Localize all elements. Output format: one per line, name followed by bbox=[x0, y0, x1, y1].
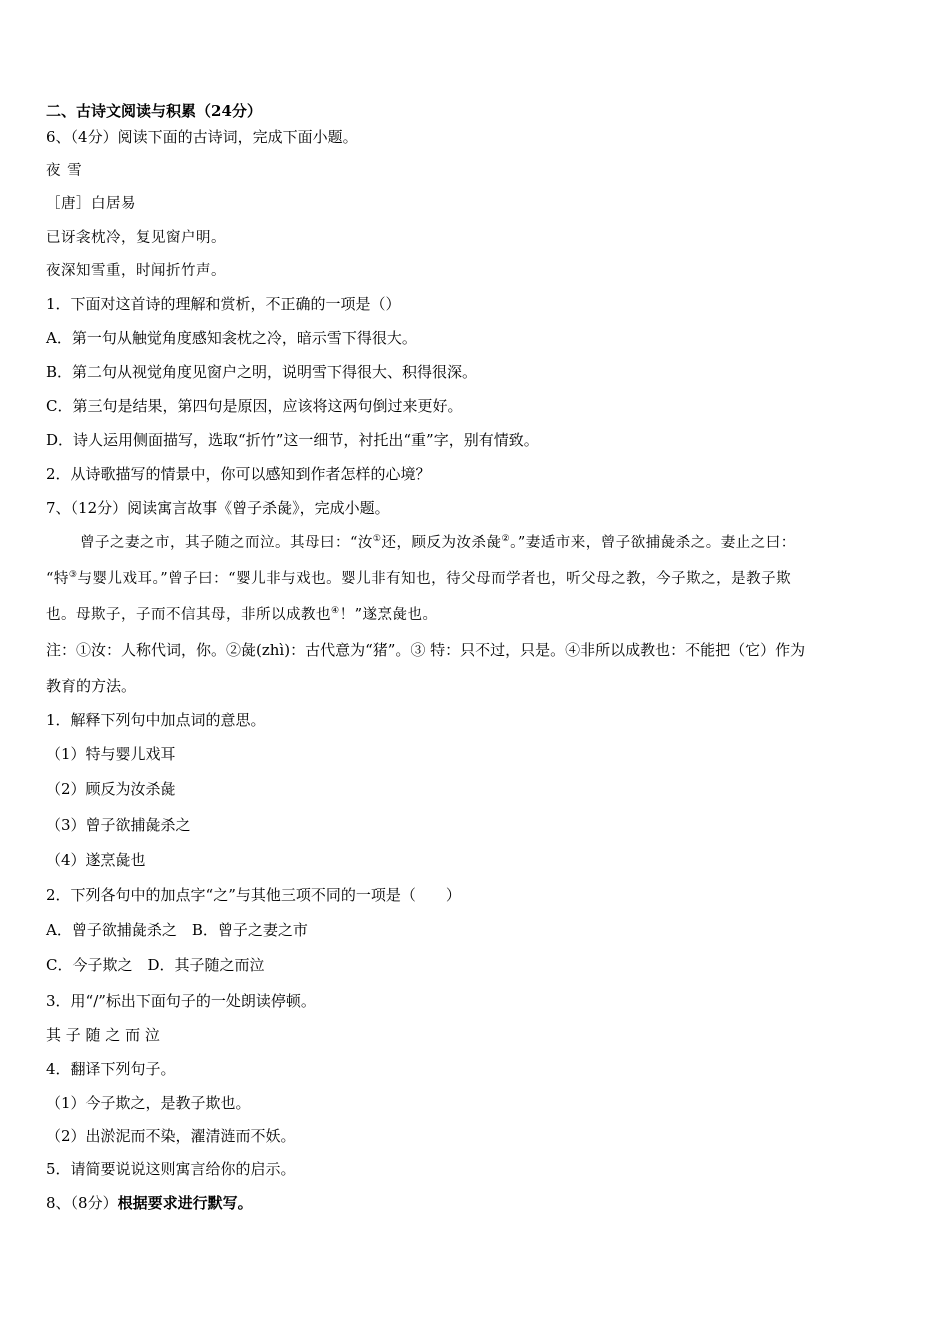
passage-line-1: 曾子之妻之市，其子随之而泣。其母曰：“汝①还，顾反为汝杀彘②。”妻适市来，曾子欲捕彘杀之。妻止之曰： bbox=[80, 534, 796, 551]
q6-option-d: D．诗人运用侧面描写，选取“折竹”这一细节，衬托出“重”字，别有情致。 bbox=[46, 431, 539, 449]
passage-line-2: “特③与婴儿戏耳。”曾子曰：“婴儿非与戏也。婴儿非有知也，待父母而学者也，听父母之教，今子欺之，是教子欺 bbox=[46, 570, 792, 587]
q7-sub-3: 3．用“/”标出下面句子的一处朗读停顿。 bbox=[46, 992, 316, 1010]
q7-sub-4-item-2: （2）出淤泥而不染，濯清涟而不妖。 bbox=[46, 1127, 296, 1145]
q6-option-c: C．第三句是结果，第四句是原因，应该将这两句倒过来更好。 bbox=[46, 397, 463, 415]
q7-sub-1-item-3: （3）曾子欲捕彘杀之 bbox=[46, 816, 191, 834]
q8-heading: 8、（8分）根据要求进行默写。 bbox=[46, 1194, 253, 1212]
q7-sub-1-item-2: （2）顾反为汝杀彘 bbox=[46, 780, 176, 798]
notes-line-1: 注：①汝：人称代词，你。②彘(zhì)：古代意为“猪”。③ 特：只不过，只是。④非所以成教也：不能把（它）作为 bbox=[46, 641, 806, 659]
notes-line-2: 教育的方法。 bbox=[46, 677, 137, 695]
section-title: 二、古诗文阅读与积累（24分） bbox=[46, 102, 262, 120]
footnote-marker: ④ bbox=[331, 606, 340, 616]
q6-option-a: A．第一句从触觉角度感知衾枕之冷，暗示雪下得很大。 bbox=[46, 329, 417, 347]
q7-sub-4-item-1: （1）今子欺之，是教子欺也。 bbox=[46, 1094, 251, 1112]
q7-sub-4: 4．翻译下列句子。 bbox=[46, 1060, 176, 1078]
q6-sub-1: 1．下面对这首诗的理解和赏析，不正确的一项是（） bbox=[46, 295, 401, 313]
passage-line-3: 也。母欺子，子而不信其母，非所以成教也④！”遂烹彘也。 bbox=[46, 606, 438, 623]
footnote-marker: ② bbox=[501, 534, 511, 544]
footnote-marker: ① bbox=[372, 534, 382, 544]
q7-sub-5: 5．请简要说说这则寓言给你的启示。 bbox=[46, 1160, 296, 1178]
q7-sub-3-sentence: 其 子 随 之 而 泣 bbox=[46, 1026, 160, 1044]
poem-author: ［唐］白居易 bbox=[46, 196, 136, 212]
q7-sub-1-item-4: （4）遂烹彘也 bbox=[46, 851, 146, 869]
poem-line-2: 夜深知雪重，时闻折竹声。 bbox=[46, 263, 226, 279]
q6-intro: 6、（4分）阅读下面的古诗词，完成下面小题。 bbox=[46, 128, 358, 146]
q7-sub-1-item-1: （1）特与婴儿戏耳 bbox=[46, 745, 176, 763]
footnote-marker: ③ bbox=[68, 570, 78, 580]
q7-sub-2-options-cd: C．今子欺之 D．其子随之而泣 bbox=[46, 956, 265, 974]
q6-option-b: B．第二句从视觉角度见窗户之明，说明雪下得很大、积得很深。 bbox=[46, 363, 478, 381]
q7-intro: 7、（12分）阅读寓言故事《曾子杀彘》，完成小题。 bbox=[46, 499, 390, 517]
q7-sub-2-options-ab: A．曾子欲捕彘杀之 B．曾子之妻之市 bbox=[46, 921, 308, 939]
poem-line-1: 已讶衾枕冷，复见窗户明。 bbox=[46, 230, 226, 246]
q6-sub-2: 2．从诗歌描写的情景中，你可以感知到作者怎样的心境？ bbox=[46, 465, 431, 483]
q7-sub-1: 1．解释下列句中加点词的意思。 bbox=[46, 711, 266, 729]
poem-title: 夜 雪 bbox=[46, 163, 83, 179]
q7-sub-2: 2．下列各句中的加点字“之”与其他三项不同的一项是（ ） bbox=[46, 886, 461, 904]
